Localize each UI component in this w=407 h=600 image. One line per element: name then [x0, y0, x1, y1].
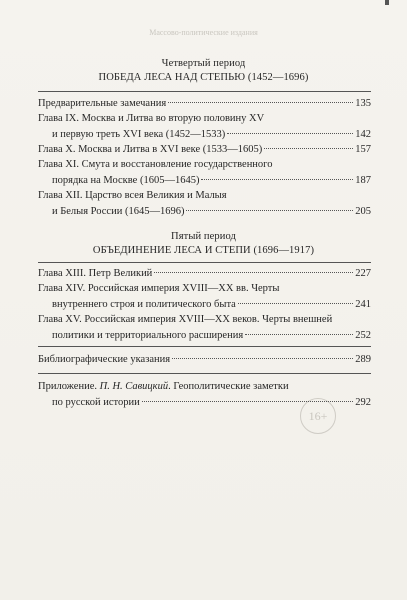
- toc-page-number: 205: [355, 205, 371, 217]
- dot-leader: [142, 400, 353, 402]
- toc-entry[interactable]: [38, 188, 371, 219]
- toc-entry-title: Глава XII. Царство всея Великия и Малыя: [38, 190, 227, 201]
- toc-entry-title-cont: порядка на Москве (1605—1645): [52, 174, 200, 186]
- dot-leader: [168, 101, 353, 103]
- toc-entry[interactable]: [38, 379, 371, 410]
- toc-page-number: 227: [355, 268, 371, 279]
- toc-entry[interactable]: [38, 96, 371, 112]
- ghost-series-text: Массово-политические издания: [149, 28, 258, 37]
- toc-entry-title: [38, 379, 289, 395]
- dot-leader: [172, 357, 353, 359]
- ghost-age-badge: 16+: [300, 398, 336, 434]
- toc-entry[interactable]: [38, 157, 371, 188]
- toc-entry-title-cont: по русской истории: [52, 396, 140, 408]
- toc-entry-title: Глава IX. Москва и Литва во вторую половину XV: [38, 113, 265, 124]
- divider: [38, 373, 371, 374]
- page-edge-mark: [385, 0, 389, 5]
- appendix-prefix: Приложение.: [38, 381, 100, 392]
- appendix-title: . Геополитические заметки: [168, 381, 289, 392]
- period-label: Пятый период: [171, 231, 236, 242]
- toc-entry-title: Глава XIII. Петр Великий: [38, 268, 153, 279]
- period-title: ОБЪЕДИНЕНИЕ ЛЕСА И СТЕПИ (1696—1917): [92, 245, 315, 256]
- toc-entry[interactable]: [38, 111, 371, 142]
- toc-entry-title: Глава XV. Российская империя XVIII—XX веков. Черты внешней: [38, 314, 333, 325]
- dot-leader: [245, 333, 353, 335]
- divider: [38, 346, 371, 347]
- dot-leader: [227, 132, 353, 134]
- dot-leader: [154, 271, 353, 273]
- toc-entry-title-cont: и первую треть XVI века (1452—1533): [52, 128, 226, 140]
- toc-page-number: 157: [355, 144, 371, 155]
- toc-entry-title: Библиографические указания: [38, 354, 171, 365]
- toc-entry-title: Глава XI. Смута и восстановление государственного: [38, 159, 273, 170]
- period-label: Четвертый период: [161, 58, 246, 69]
- appendix-author: П. Н. Савицкий: [99, 381, 169, 392]
- toc-page-number: 241: [355, 298, 371, 310]
- dot-leader: [186, 209, 353, 211]
- dot-leader: [201, 178, 353, 180]
- toc-entry-title-cont: внутреннего строя и политического быта: [52, 298, 236, 310]
- toc-entry[interactable]: [38, 142, 371, 158]
- toc-page-number: 135: [355, 98, 371, 109]
- toc-page-number: 292: [355, 396, 371, 408]
- toc-page-number: 187: [355, 174, 371, 186]
- toc-entry-title-cont: и Белыя России (1645—1696): [52, 205, 185, 217]
- toc-page-number: 142: [355, 128, 371, 140]
- divider: [38, 262, 371, 263]
- toc-entry-title: Предварительные замечания: [38, 98, 167, 109]
- toc-entry-title: Глава X. Москва и Литва в XVI веке (1533—1605): [38, 144, 263, 155]
- toc-entry-title-cont: политики и территориального расширения: [52, 329, 244, 341]
- period-title: ПОБЕДА ЛЕСА НАД СТЕПЬЮ (1452—1696): [98, 72, 309, 83]
- toc-page-number: 252: [355, 329, 371, 341]
- toc-entry[interactable]: [38, 352, 371, 368]
- dot-leader: [264, 147, 353, 149]
- toc-page-number: 289: [355, 354, 371, 365]
- dot-leader: [238, 302, 353, 304]
- toc-entry-title: Глава XIV. Российская империя XVIII—XX вв. Черты: [38, 283, 280, 294]
- toc-entry[interactable]: [38, 312, 371, 343]
- toc-entry[interactable]: [38, 281, 371, 312]
- toc-entry[interactable]: [38, 266, 371, 282]
- divider: [38, 91, 371, 92]
